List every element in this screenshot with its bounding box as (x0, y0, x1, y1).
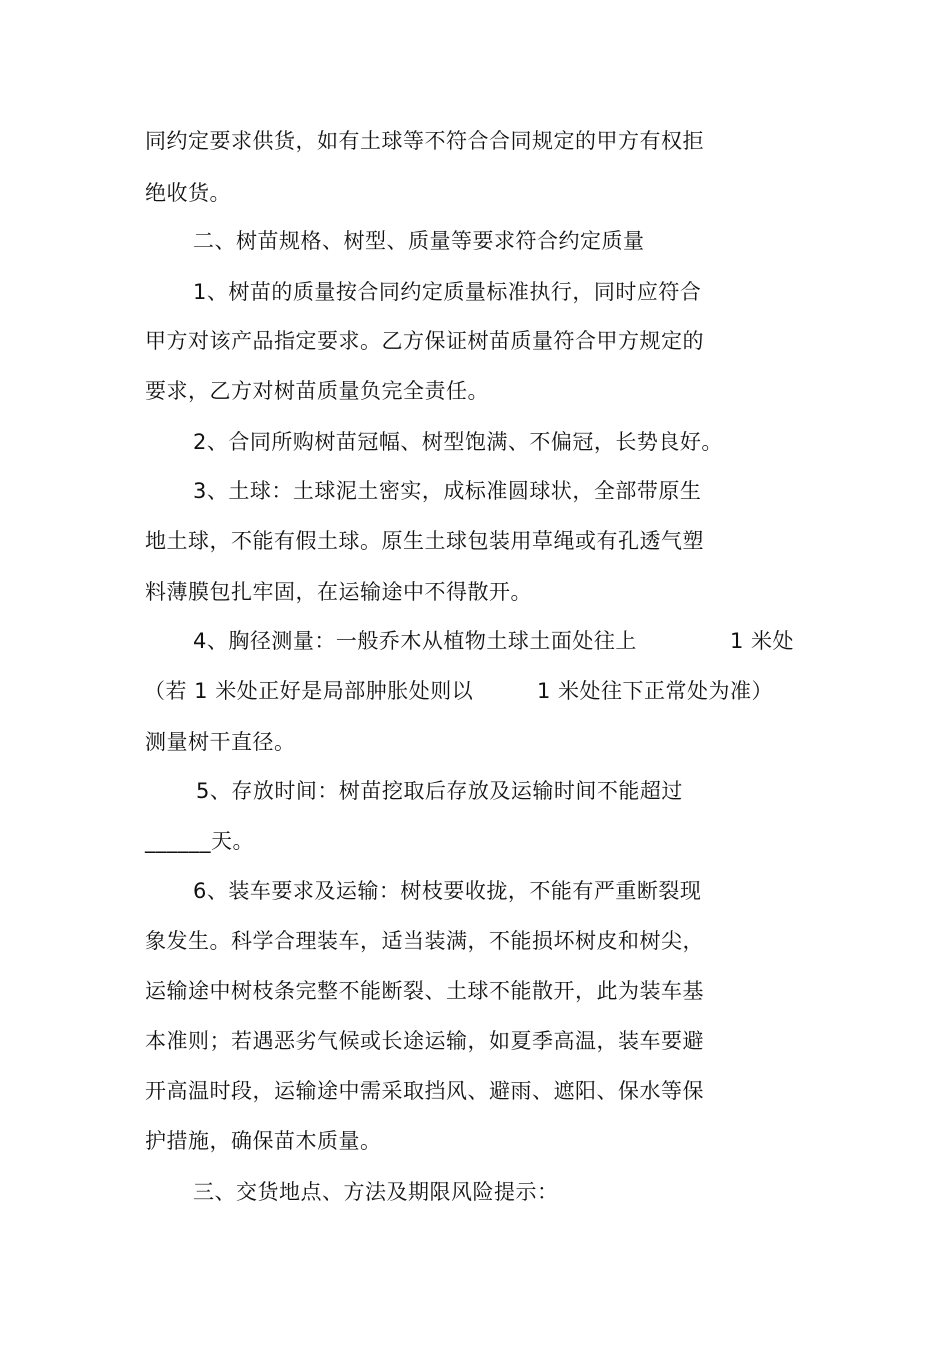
text-line: （若 1 米处正好是局部肿胀处则以 (144, 679, 474, 703)
text-line: 4、胸径测量：一般乔木从植物土球土面处往上 (193, 629, 637, 653)
text-line: 3、土球：土球泥土密实，成标准圆球状，全部带原生 (193, 479, 702, 503)
text-line: 地土球，不能有假土球。原生土球包装用草绳或有孔透气塑 (145, 529, 704, 553)
text-line: 同约定要求供货，如有土球等不符合合同规定的甲方有权拒 (145, 129, 704, 153)
text-line: 运输途中树枝条完整不能断裂、土球不能散开，此为装车基 (145, 979, 704, 1003)
text-line: 本准则；若遇恶劣气候或长途运输，如夏季高温，装车要避 (145, 1029, 704, 1053)
text-line: 象发生。科学合理装车，适当装满，不能损坏树皮和树尖， (145, 929, 704, 953)
section-heading: 三、交货地点、方法及期限风险提示： (193, 1180, 559, 1204)
text-line: 甲方对该产品指定要求。乙方保证树苗质量符合甲方规定的 (145, 329, 704, 353)
text-line: 要求，乙方对树苗质量负完全责任。 (145, 379, 489, 403)
text-line: 1、树苗的质量按合同约定质量标准执行，同时应符合 (193, 280, 702, 304)
text-line: 绝收货。 (145, 181, 231, 205)
text-line: 1 米处 (730, 629, 795, 653)
text-line: 1 米处往下正常处为准） (537, 679, 774, 703)
text-line: 测量树干直径。 (145, 730, 296, 754)
text-line: 6、装车要求及运输：树枝要收拢，不能有严重断裂现 (193, 879, 702, 903)
text-line: 5、存放时间：树苗挖取后存放及运输时间不能超过 (196, 779, 683, 803)
text-line: 开高温时段，运输途中需采取挡风、避雨、遮阳、保水等保 (145, 1079, 704, 1103)
text-line: 2、合同所购树苗冠幅、树型饱满、不偏冠，长势良好。 (193, 430, 723, 454)
text-line: ______天。 (145, 829, 254, 853)
text-line: 护措施，确保苗木质量。 (145, 1129, 382, 1153)
text-line: 料薄膜包扎牢固，在运输途中不得散开。 (145, 580, 532, 604)
section-heading: 二、树苗规格、树型、质量等要求符合约定质量 (193, 229, 645, 253)
